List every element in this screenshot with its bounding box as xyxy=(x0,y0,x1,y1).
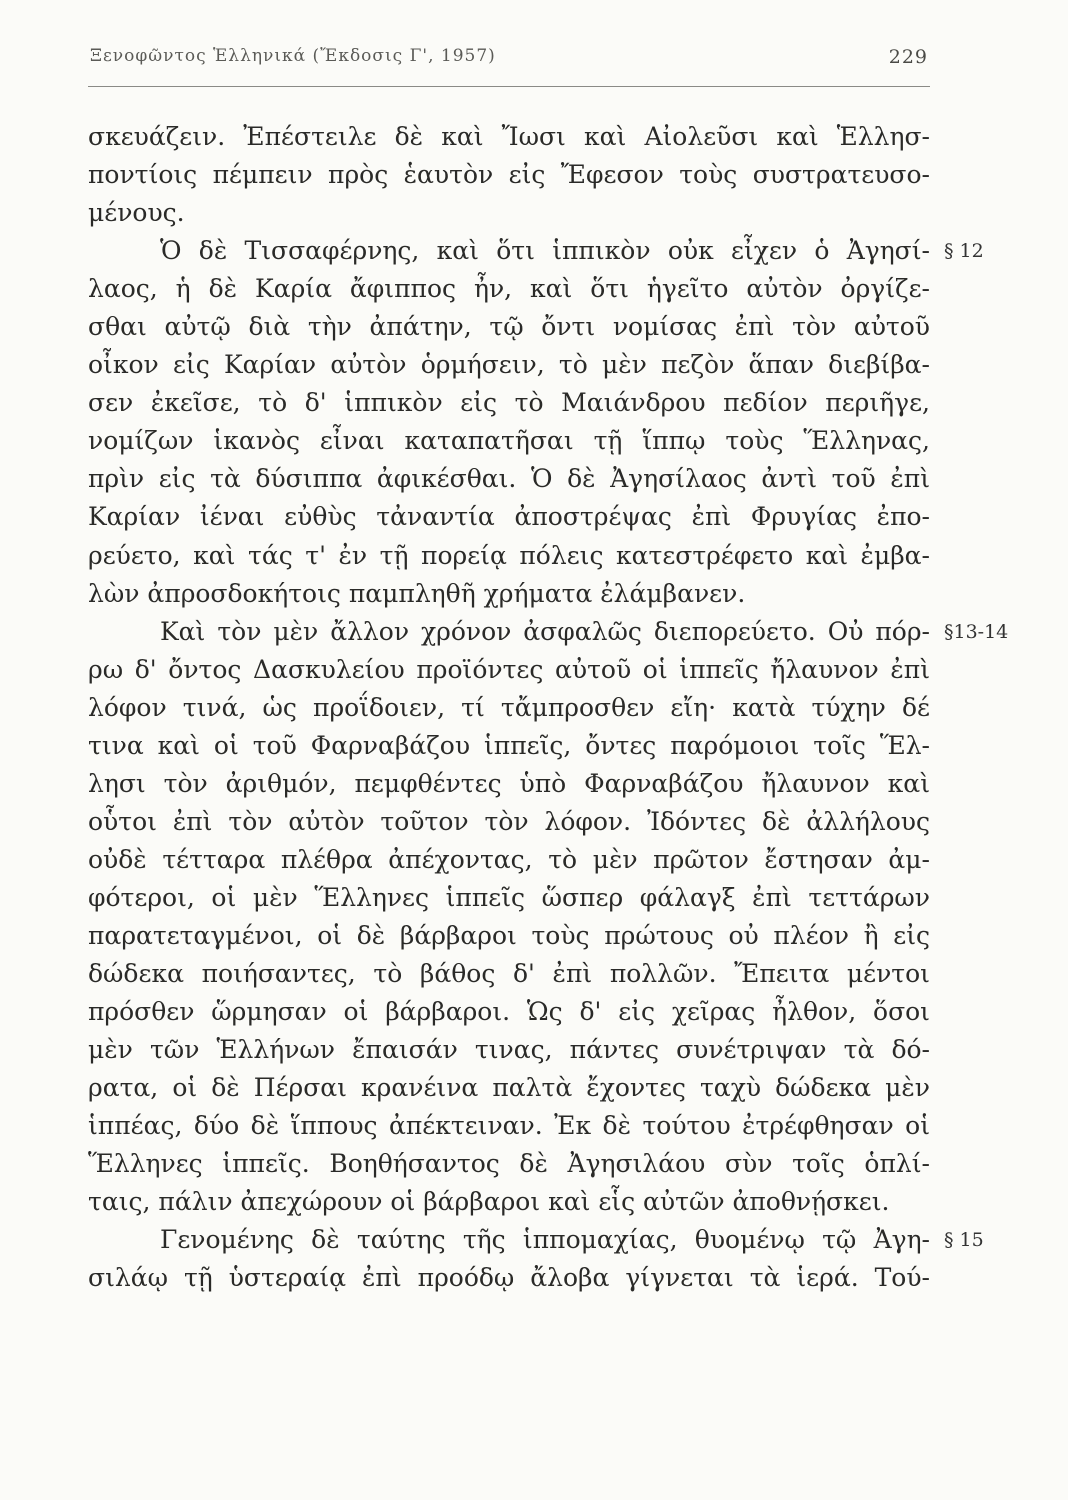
line-text: ἱππέας, δύο δὲ ἵππους ἀπέκτειναν. Ἐκ δὲ τούτου ἐτρέφθησαν οἱ xyxy=(88,1111,930,1141)
line-text: ποντίοις πέμπειν πρὸς ἑαυτὸν εἰς Ἔφεσον τοὺς συστρατευσο- xyxy=(88,160,930,190)
line-text: πρόσθεν ὥρμησαν οἱ βάρβαροι. Ὡς δ' εἰς χεῖρας ἦλθον, ὅσοι xyxy=(88,997,930,1027)
line-text: Καὶ τὸν μὲν ἄλλον χρόνον ἀσφαλῶς διεπορεύετο. Οὐ πόρ- xyxy=(160,616,930,646)
line-text: Ἕλληνες ἱππεῖς. Βοηθήσαντος δὲ Ἀγησιλάου σὺν τοῖς ὁπλί- xyxy=(88,1149,930,1179)
text-line xyxy=(88,1259,930,1297)
text-line xyxy=(88,613,1009,651)
section-marker: §13-14 xyxy=(944,620,1009,643)
text-line xyxy=(88,308,930,346)
page-number: 229 xyxy=(888,46,928,68)
line-text: οἶκον εἰς Καρίαν αὐτὸν ὁρμήσειν, τὸ μὲν πεζὸν ἅπαν διεβίβα- xyxy=(88,350,930,380)
text-line xyxy=(88,346,930,384)
line-text: σιλάῳ τῇ ὑστεραίᾳ ἐπὶ προόδῳ ἄλοβα γίγνεται τὰ ἱερά. Τού- xyxy=(88,1263,930,1293)
text-line xyxy=(88,1031,930,1069)
text-line xyxy=(88,1183,930,1221)
line-text: λησι τὸν ἀριθμόν, πεμφθέντες ὑπὸ Φαρναβάζου ἤλαυνον καὶ xyxy=(88,768,930,798)
text-line xyxy=(88,727,930,765)
text-line xyxy=(88,803,930,841)
running-title: Ξενοφῶντος Ἑλληνικά (Ἔκδοσις Γ', 1957) xyxy=(90,46,496,66)
line-text: μὲν τῶν Ἑλλήνων ἔπαισάν τινας, πάντες συνέτριψαν τὰ δό- xyxy=(88,1035,930,1065)
line-text: τινα καὶ οἱ τοῦ Φαρναβάζου ἱππεῖς, ὄντες παρόμοιοι τοῖς Ἕλ- xyxy=(88,730,930,760)
line-text: Ὁ δὲ Τισσαφέρνης, καὶ ὅτι ἱππικὸν οὐκ εἶχεν ὁ Ἀγησί- xyxy=(160,236,930,266)
line-text: ρατα, οἱ δὲ Πέρσαι κρανέινα παλτὰ ἔχοντες ταχὺ δώδεκα μὲν xyxy=(88,1073,930,1103)
line-text: νομίζων ἱκανὸς εἶναι καταπατῆσαι τῇ ἵππῳ τοὺς Ἕλληνας, xyxy=(88,426,930,456)
line-text: ταις, πάλιν ἀπεχώρουν οἱ βάρβαροι καὶ εἷς αὐτῶν ἀποθνῄσκει. xyxy=(88,1187,890,1217)
line-text: οὐδὲ τέτταρα πλέθρα ἀπέχοντας, τὸ μὲν πρῶτον ἔστησαν ἀμ- xyxy=(88,844,930,874)
line-text: πρὶν εἰς τὰ δύσιππα ἀφικέσθαι. Ὁ δὲ Ἀγησίλαος ἀντὶ τοῦ ἐπὶ xyxy=(88,464,930,494)
text-line xyxy=(88,841,930,879)
line-text: Γενομένης δὲ ταύτης τῆς ἱππομαχίας, θυομένῳ τῷ Ἀγη- xyxy=(160,1225,930,1255)
line-text: παρατεταγμένοι, οἱ δὲ βάρβαροι τοὺς πρώτους οὐ πλέον ἢ εἰς xyxy=(88,920,930,950)
text-line xyxy=(88,1069,930,1107)
line-text: ρεύετο, καὶ τάς τ' ἐν τῇ πορείᾳ πόλεις κατεστρέφετο καὶ ἐμβα- xyxy=(88,540,930,570)
text-line xyxy=(88,917,930,955)
text-line xyxy=(88,118,930,156)
text-line xyxy=(88,232,984,270)
text-line xyxy=(88,1107,930,1145)
line-text: σθαι αὐτῷ διὰ τὴν ἀπάτην, τῷ ὄντι νομίσας ἐπὶ τὸν αὐτοῦ xyxy=(88,312,930,342)
text-line xyxy=(88,498,930,536)
text-line xyxy=(88,993,930,1031)
text-line xyxy=(88,689,930,727)
text-line xyxy=(88,460,930,498)
text-line xyxy=(88,156,930,194)
line-text: μένους. xyxy=(88,198,185,228)
text-line xyxy=(88,651,930,689)
line-text: σκευάζειν. Ἐπέστειλε δὲ καὶ Ἴωσι καὶ Αἰολεῦσι καὶ Ἑλλησ- xyxy=(88,122,930,151)
section-marker: § 12 xyxy=(944,240,984,263)
section-marker: § 15 xyxy=(944,1229,984,1252)
text-line xyxy=(88,1145,930,1183)
line-text: οὗτοι ἐπὶ τὸν αὐτὸν τοῦτον τὸν λόφον. Ἰδόντες δὲ ἀλλήλους xyxy=(88,806,930,836)
line-text: Καρίαν ἰέναι εὐθὺς τἀναντία ἀποστρέψας ἐπὶ Φρυγίας ἐπο- xyxy=(88,502,930,532)
text-line xyxy=(88,879,930,917)
text-line xyxy=(88,1221,984,1259)
text-line xyxy=(88,765,930,803)
line-text: λὼν ἀπροσδοκήτοις παμπληθῆ χρήματα ἐλάμβανεν. xyxy=(88,578,746,608)
text-line xyxy=(88,194,930,232)
line-text: σεν ἐκεῖσε, τὸ δ' ἱππικὸν εἰς τὸ Μαιάνδρου πεδίον περιῆγε, xyxy=(88,388,930,418)
line-text: ρω δ' ὄντος Δασκυλείου προϊόντες αὐτοῦ οἱ ἱππεῖς ἤλαυνον ἐπὶ xyxy=(88,654,930,684)
text-line xyxy=(88,575,930,613)
running-header xyxy=(88,40,930,87)
line-text: λόφον τινά, ὡς προΐδοιεν, τί τἄμπροσθεν εἴη· κατὰ τύχην δέ xyxy=(88,692,930,722)
text-line xyxy=(88,384,930,422)
text-line xyxy=(88,955,930,993)
line-text: λαος, ἡ δὲ Καρία ἄφιππος ἦν, καὶ ὅτι ἡγεῖτο αὐτὸν ὀργίζε- xyxy=(88,274,930,304)
line-text: δώδεκα ποιήσαντες, τὸ βάθος δ' ἐπὶ πολλῶν. Ἔπειτα μέντοι xyxy=(88,959,930,989)
text-line xyxy=(88,270,930,308)
text-line xyxy=(88,422,930,460)
text-line xyxy=(88,537,930,575)
body-text xyxy=(88,118,1009,1297)
line-text: φότεροι, οἱ μὲν Ἕλληνες ἱππεῖς ὥσπερ φάλαγξ ἐπὶ τεττάρων xyxy=(88,882,930,912)
